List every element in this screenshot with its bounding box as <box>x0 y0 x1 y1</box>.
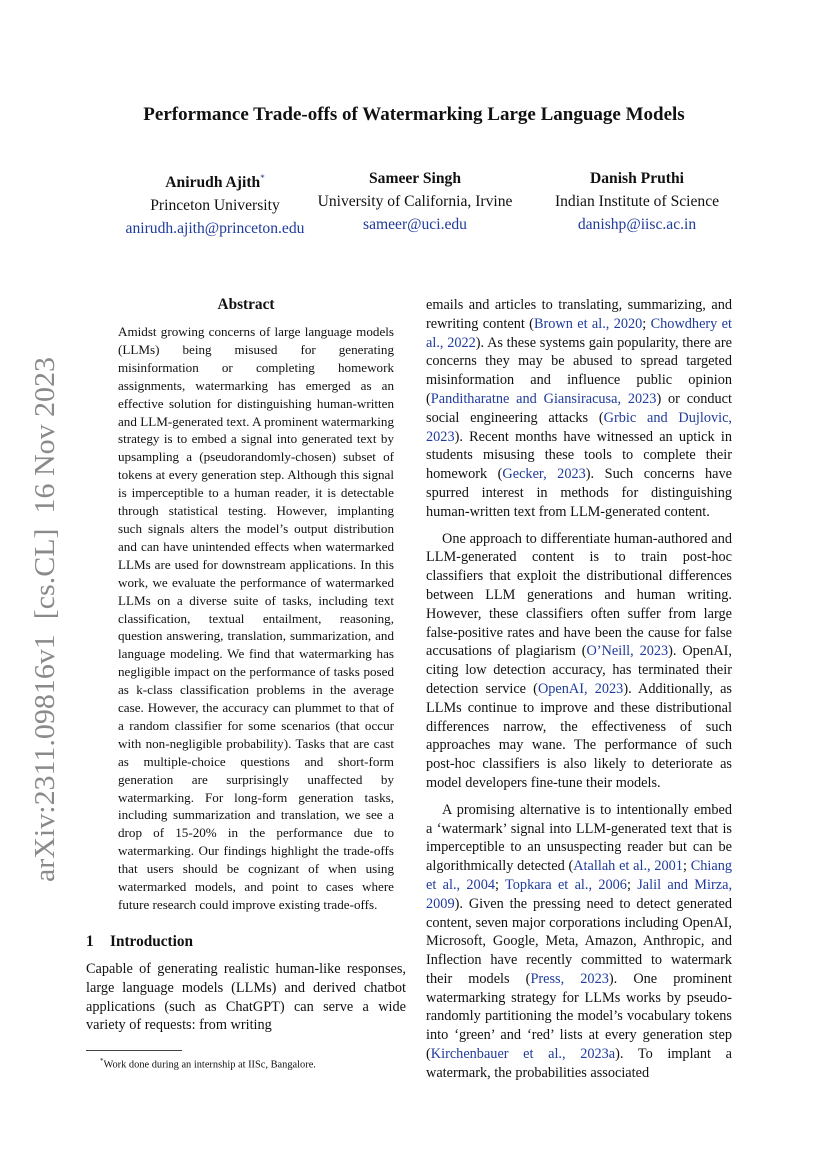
intro-paragraph-1-continued: emails and articles to translating, summarizing, and rewriting content (Brown et al., 2020; Chowdhery et al., 2022). As these systems gain popularity, there are concerns they may be abused to spread targeted misinformation and influence public opinion (Panditharatne and Giansiracusa, 2023) or conduct social engineering attacks (Grbic and Dujlovic, 2023). Recent months have witnessed an uptick in students misusing these tools to complete their homework (Gecker, 2023). Such concerns have spurred interest in methods for distinguishing human-written text from LLM-generated content. <box>426 297 733 520</box>
abstract-heading: Abstract <box>217 296 275 313</box>
citation-link[interactable]: Topkara et al., 2006 <box>505 876 627 893</box>
citation-link[interactable]: Chiang et al., 2004 <box>426 858 732 893</box>
citation-link[interactable]: Jalil and Mirza, 2009 <box>426 876 733 912</box>
intro-paragraph-2: One approach to differentiate human-authored and LLM-generated content is to train post-hoc classifiers that exploit the distributional differences between LLM generations and human writing. However, these classifiers often suffer from large false-positive rates and have been the cause for false accusations of plagiarism (O’Neill, 2023). OpenAI, citing low detection accuracy, has terminated their detection service (OpenAI, 2023). Additionally, as LLMs continue to improve and these distributional differences narrow, the effectiveness of such approaches may wane. The performance of such post-hoc classifiers is also likely to deteriorate as model developers fine-tune their models. <box>426 530 733 791</box>
author-name: Danish Pruthi <box>589 170 685 187</box>
footnote-text: Work done during an internship at IISc, Bangalore. <box>103 1059 316 1071</box>
author-block <box>527 167 747 236</box>
section-title: Introduction <box>110 932 194 950</box>
intro-paragraph-start: Capable of generating realistic human-like responses, large language models (LLMs) and derived chatbot applications (such as ChatGPT) can serve a wide variety of requests: from writing <box>86 960 406 1034</box>
citation-link[interactable]: Gecker, 2023 <box>502 466 586 483</box>
citation-link[interactable]: Press, 2023 <box>530 970 609 987</box>
author-name: Sameer Singh <box>369 170 461 187</box>
arxiv-identifier-stamp <box>22 350 62 890</box>
section-heading-introduction <box>86 933 406 951</box>
author-block <box>100 167 330 240</box>
citation-link[interactable]: OpenAI, 2023 <box>537 680 624 697</box>
citation-link[interactable]: Panditharatne and Giansiracusa, 2023 <box>430 390 657 407</box>
citation-link[interactable]: Brown et al., 2020 <box>533 315 643 332</box>
footnote-marker: * <box>100 1057 104 1066</box>
abstract-text: Amidst growing concerns of large language models (LLMs) being misused for generating misinformation or completing homework assignments, watermarking has emerged as an effective solution for distinguishing human-written and LLM-generated text. A prominent watermarking strategy is to embed a signal into generated text by upsampling a (pseudorandomly-chosen) subset of tokens at every generation step. Although this signal is imperceptible to a human reader, it is detectable through statistical testing. However, implanting such signals alters the model’s output distribution and can have unintended effects when watermarked LLMs are used for downstream applications. In this work, we evaluate the performance of watermarked LLMs on a diverse suite of tasks, including text classification, textual entailment, reasoning, question answering, translation, summarization, and language modeling. We find that watermarking has negligible impact on the performance of tasks posed as k-class classification problems in the average case. However, the accuracy can plummet to that of a random classifier for some scenarios (that occur with non-negligible probability). Tasks that are cast as multiple-choice questions and short-form generation are surprisingly unaffected by watermarking. For long-form generation tasks, including summarization and translation, we see a drop of 15-20% in the performance due to watermarking. Our findings highlight the trade-offs that users should be cognizant of when using watermarked models, and point to cases where future research could improve existing trade-offs. <box>118 324 394 912</box>
right-column <box>426 296 732 1083</box>
author-email-link[interactable]: sameer@uci.edu <box>363 216 467 233</box>
author-name: Anirudh Ajith* <box>165 173 265 192</box>
citation-link[interactable]: O’Neill, 2023 <box>586 643 669 660</box>
citation-link[interactable]: Kirchenbauer et al., 2023a <box>430 1046 616 1063</box>
citation-link[interactable]: Grbic and Dujlovic, 2023 <box>426 409 733 445</box>
citation-link[interactable]: Atallah et al., 2001 <box>573 858 683 875</box>
citation-link[interactable]: Chowdhery et al., 2022 <box>426 315 732 351</box>
author-email-link[interactable]: danishp@iisc.ac.in <box>577 216 697 233</box>
author-footnote-marker: * <box>260 173 265 183</box>
author-affiliation: Indian Institute of Science <box>554 193 720 210</box>
author-affiliation: University of California, Irvine <box>317 193 513 210</box>
footnote <box>86 1054 406 1072</box>
author-email-link[interactable]: anirudh.ajith@princeton.edu <box>125 220 305 238</box>
intro-paragraph-3: A promising alternative is to intentionally embed a ‘watermark’ signal into LLM-generated text that is imperceptible to an unsuspecting reader but can be algorithmically detected (Atallah et al., 2001; Chiang et al., 2004; Topkara et al., 2006; Jalil and Mirza, 2009). Given the pressing need to detect generated content, seven major corporations including OpenAI, Microsoft, Google, Meta, Amazon, Anthropic, and Inflection have recently committed to watermark their models (Press, 2023). One prominent watermarking strategy for LLMs works by pseudo-randomly partitioning the model’s vocabulary tokens into ‘green’ and ‘red’ lists at every generation step (Kirchenbauer et al., 2023a). To implant a watermark, the probabilities associated <box>426 801 733 1081</box>
author-affiliation: Princeton University <box>150 197 280 215</box>
paper-title: Performance Trade-offs of Watermarking Large Language Models <box>143 104 685 125</box>
footnote-divider <box>86 1050 182 1051</box>
left-column <box>86 296 406 1073</box>
author-block <box>305 167 525 236</box>
section-number: 1 <box>86 932 94 950</box>
arxiv-stamp-text: arXiv:2311.09816v1 [cs.CL] 16 Nov 2023 <box>30 391 61 882</box>
